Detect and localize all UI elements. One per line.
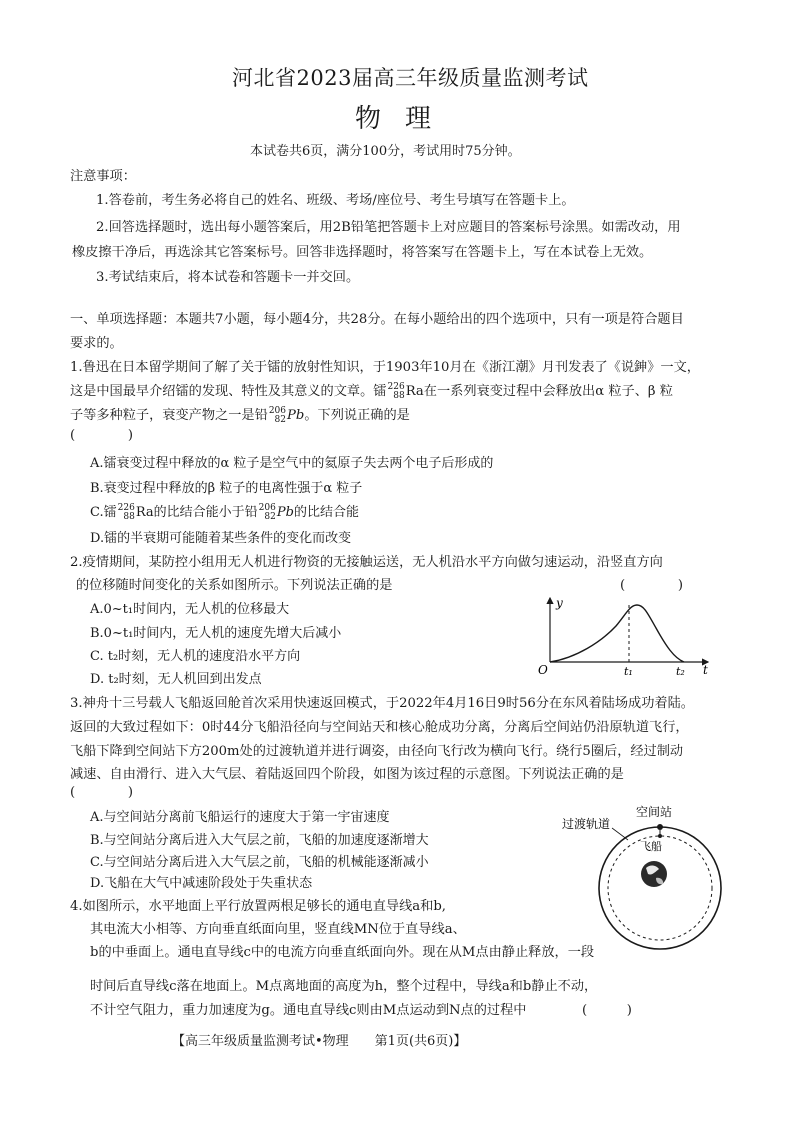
pb-isotope-left: 206 82 <box>268 405 286 425</box>
orbit-diagram <box>560 802 740 962</box>
q2-answer-bracket: ( ) <box>620 578 684 593</box>
transfer-orbit-label: 过渡轨道 <box>562 817 611 831</box>
section-heading-line2: 要求的。 <box>70 336 123 351</box>
transfer-orbit-pointer <box>612 828 628 840</box>
origin-label: O <box>538 663 548 676</box>
spacecraft-label: 飞船 <box>640 841 662 853</box>
q3-stem-line4: 减速、自由滑行、进入大气层、着陆返回四个阶段，如图为该过程的示意图。下列说法正确的是 <box>70 767 624 782</box>
t2-label: t₂ <box>676 665 685 676</box>
q2-stem-line2: 的位移随时间变化的关系如图所示。下列说法正确的是 <box>76 578 393 593</box>
displacement-curve <box>550 605 684 662</box>
q1-stem-line2: 这是中国最早介绍镭的发现、特性及其意义的文章。镭 226 88 Ra在一系列衰变过程中会释放出α 粒子、β 粒 <box>70 381 673 401</box>
notes-heading: 注意事项： <box>70 169 136 184</box>
q4-stem-line2: 其电流大小相等、方向垂直纸面向里，竖直线MN位于直导线a、 <box>90 922 466 937</box>
q1-stem-line1: 1.鲁迅在日本留学期间了解了关于镭的放射性知识，于1903年10月在《浙江潮》月刊发表了《说鉮》一文， <box>70 360 700 375</box>
q3-option-b: B.与空间站分离后进入大气层之前，飞船的加速度逐渐增大 <box>90 833 429 848</box>
note-item-2-line1: 2.回答选择题时，选出每小题答案后，用2B铅笔把答题卡上对应题目的答案标号涂黑。如需改动，用 <box>96 220 681 235</box>
space-station-label: 空间站 <box>636 805 673 819</box>
q4-stem-line3: b的中垂面上。通电直导线c中的电流方向垂直纸面向外。现在从M点由静止释放，一段 <box>90 945 595 960</box>
q2-option-a: A.0~t₁时间内，无人机的位移最大 <box>90 602 290 617</box>
q3-stem-line3: 飞船下降到空间站下方200m处的过渡轨道并进行调姿，由径向飞行改为横向飞行。绕行5圈后，经过制动 <box>70 744 684 759</box>
spacecraft-dot <box>658 834 662 838</box>
space-station-dot <box>657 824 663 830</box>
t1-label: t₁ <box>624 665 633 676</box>
note-item-1: 1.答卷前，考生务必将自己的姓名、班级、考场/座位号、考生号填写在答题卡上。 <box>96 193 575 208</box>
page-footer: 【高三年级质量监测考试•物理 第1页(共6页)】 <box>172 1034 467 1049</box>
q4-stem-line5: 不计空气阻力，重力加速度为g。通电直导线c则由M点运动到N点的过程中 <box>90 1003 527 1018</box>
exam-info: 本试卷共6页，满分100分，考试用时75分钟。 <box>250 144 521 159</box>
q1-option-a: A.镭衰变过程中释放的α 粒子是空气中的氦原子失去两个电子后形成的 <box>90 456 494 471</box>
note-item-3: 3.考试结束后，将本试卷和答题卡一并交回。 <box>96 270 360 285</box>
q3-answer-bracket: ( ) <box>70 785 134 800</box>
q1-option-b: B.衰变过程中释放的β 粒子的电离性强于α 粒子 <box>90 481 363 496</box>
q3-stem-line2: 返回的大致过程如下：0时44分飞船沿径向与空间站天和核心舱成功分离，分离后空间站仍沿原轨道飞行， <box>70 720 689 735</box>
q1-option-d: D.镭的半衰期可能随着某些条件的变化而改变 <box>90 531 352 546</box>
q2-option-c: C. t₂时刻，无人机的速度沿水平方向 <box>90 649 301 664</box>
q2-stem-line1: 2.疫情期间，某防控小组用无人机进行物资的无接触运送，无人机沿水平方向做匀速运动，沿竖直方向 <box>70 555 663 570</box>
q3-option-a: A.与空间站分离前飞船运行的速度大于第一宇宙速度 <box>90 810 390 825</box>
section-heading-line1: 一、单项选择题：本题共7小题，每小题4分，共28分。在每小题给出的四个选项中，只有一项是符合题目 <box>70 312 684 327</box>
q3-stem-line1: 3.神舟十三号载人飞船返回舱首次采用快速返回模式，于2022年4月16日9时56分在东风着陆场成功着陆。 <box>70 696 694 711</box>
q4-stem-line4: 时间后直导线c落在地面上。M点离地面的高度为h，整个过程中，导线a和b静止不动， <box>90 979 598 994</box>
q4-stem-line1: 4.如图所示，水平地面上平行放置两根足够长的通电直导线a和b, <box>70 899 446 914</box>
q1-option-c: C.镭 226 88 Ra的比结合能小于铅 206 82 Pb的比结合能 <box>90 502 359 522</box>
ra-isotope-left: 226 88 <box>387 381 405 401</box>
q1-stem-line3: 子等多种粒子，衰变产物之一是铅 206 82 Pb。下列说正确的是 <box>70 405 410 425</box>
earth-icon <box>641 861 667 887</box>
displacement-time-graph <box>536 594 716 676</box>
subject-title: 物理 <box>355 104 456 134</box>
note-item-2-line2: 橡皮擦干净后，再选涂其它答案标号。回答非选择题时，将答案写在答题卡上，写在本试卷上无效。 <box>72 245 653 260</box>
x-axis-label: t <box>703 663 708 676</box>
y-axis-label: y <box>556 596 563 610</box>
q3-option-d: D.飞船在大气中减速阶段处于失重状态 <box>90 876 313 891</box>
q2-option-d: D. t₂时刻，无人机回到出发点 <box>90 672 262 687</box>
q4-answer-bracket: ( ) <box>582 1003 632 1018</box>
q2-option-b: B.0~t₁时间内，无人机的速度先增大后减小 <box>90 626 342 641</box>
q3-option-c: C.与空间站分离后进入大气层之前，飞船的机械能逐渐减小 <box>90 855 429 870</box>
q1-answer-bracket: ( ) <box>70 428 134 443</box>
exam-title: 河北省2023届高三年级质量监测考试 <box>232 66 589 90</box>
